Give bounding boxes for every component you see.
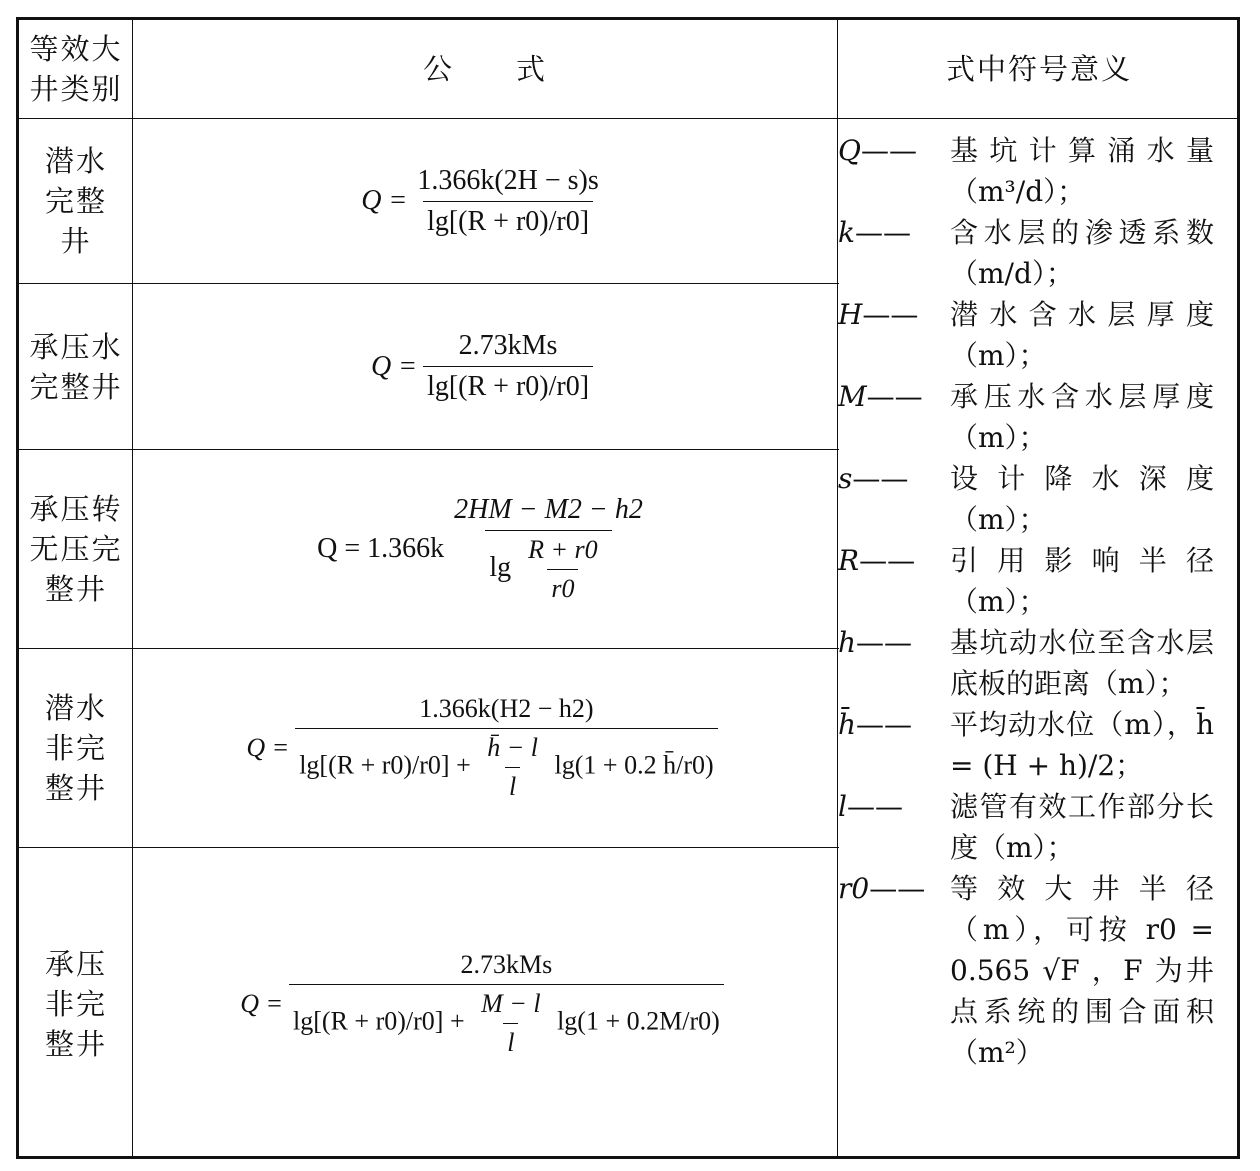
formula-inner-denominator: l [505, 767, 520, 802]
symbol-meaning: 基坑计算涌水量（m³/d）； [950, 134, 1214, 208]
formula-denominator-part: lg(1 + 0.2M/r0) [557, 1005, 720, 1035]
category-cell [23, 284, 129, 449]
formula-inner-numerator: R + r0 [528, 535, 598, 564]
symbol-name: h̄ [838, 708, 857, 741]
symbol-name: R [838, 544, 860, 577]
symbol-meaning: 承压水含水层厚度（m）； [950, 380, 1214, 454]
category-label: 潜水完整井 [44, 144, 107, 258]
symbol-meaning: 含水层的渗透系数（m/d）； [950, 216, 1214, 290]
symbol-name: s [838, 462, 853, 495]
formula-denominator [295, 728, 717, 802]
category-cell [23, 450, 129, 648]
symbol-dash: —— [860, 134, 917, 167]
symbol-name: M [838, 380, 867, 413]
header-symbols-label: 式中符号意义 [945, 52, 1132, 86]
formula-inner-denominator: r0 [547, 569, 578, 604]
symbol-dash: —— [862, 298, 919, 331]
formula-cell [133, 450, 837, 648]
formula-fraction [423, 330, 593, 403]
category-label: 承压非完整井 [44, 946, 107, 1061]
formula-fraction [450, 494, 647, 604]
symbol-row [838, 622, 1214, 704]
formula-log: lg [489, 551, 512, 583]
symbol-name: h [838, 626, 857, 659]
symbol-row [838, 376, 1214, 458]
category-label: 承压转无压完整井 [29, 492, 123, 606]
symbol-dash: —— [856, 708, 913, 741]
symbol-dash: —— [846, 790, 903, 823]
header-symbols [838, 20, 1240, 118]
symbol-dash: —— [856, 626, 913, 659]
formula-denominator: lg[(R + r0)/r0] [423, 201, 593, 238]
category-cell [23, 119, 129, 283]
symbol-dash: —— [866, 380, 923, 413]
formula-lhs: Q = 1.366k [317, 533, 445, 564]
symbol-meaning: 基坑动水位至含水层底板的距离（m）； [950, 626, 1214, 700]
symbol-row [838, 212, 1214, 294]
symbol-name: Q [838, 134, 861, 167]
symbol-row [838, 294, 1214, 376]
formula-cell [133, 284, 837, 449]
symbol-meaning: 等效大井半径（m），可按 r0 = 0.565 √F ，F 为井点系统的围合面积（m²） [950, 872, 1214, 1069]
symbol-name: H [838, 298, 863, 331]
category-label: 承压水完整井 [29, 329, 123, 404]
formula-fraction [413, 165, 602, 238]
symbol-name: l [838, 790, 847, 823]
symbol-row [838, 130, 1214, 212]
header-category [23, 20, 129, 118]
header-category-label: 等效大井类别 [29, 32, 123, 106]
symbol-row [838, 704, 1214, 786]
formula-numerator: 2HM − M2 − h2 [454, 494, 643, 525]
symbol-dash: —— [859, 544, 916, 577]
category-cell [23, 649, 129, 847]
symbol-row [838, 458, 1214, 540]
formula-denominator [289, 984, 724, 1058]
symbol-meaning: 设计降水深度（m）； [950, 462, 1214, 536]
formula-inner-fraction [483, 733, 542, 802]
formula-fraction [289, 950, 724, 1058]
symbol-row [838, 540, 1214, 622]
symbol-dash: —— [852, 462, 909, 495]
symbol-definitions [838, 130, 1214, 1073]
formula-denominator-part: lg(1 + 0.2 h̄/r0) [554, 750, 714, 780]
formula-inner-fraction [524, 535, 602, 604]
formula-cell [133, 848, 837, 1159]
formula-denominator-part: lg[(R + r0)/r0] + [299, 750, 471, 780]
symbol-row [838, 786, 1214, 868]
symbol-meaning: 平均动水位（m），h̄ = (H + h)/2； [950, 708, 1214, 782]
formula-numerator: 1.366k(H2 − h2) [419, 694, 594, 723]
formula-lhs: Q = [361, 185, 408, 216]
symbol-row [838, 868, 1214, 1073]
symbol-name: r0 [838, 872, 870, 905]
formula-denominator-part: lg[(R + r0)/r0] + [293, 1005, 465, 1035]
formula-inner-numerator: h̄ − l [487, 733, 539, 762]
formula-numerator: 2.73kMs [460, 949, 553, 979]
formula-denominator: lg[(R + r0)/r0] [423, 366, 593, 403]
formula-cell [133, 119, 837, 283]
symbol-meaning: 潜水含水层厚度（m）； [950, 298, 1214, 372]
formula-lhs: Q = [246, 733, 290, 762]
formula-denominator [485, 530, 611, 604]
formula-inner-numerator: M − l [481, 988, 541, 1018]
formula-numerator: 2.73kMs [458, 330, 558, 361]
header-formula [133, 20, 837, 118]
symbol-meaning: 引用影响半径（m）； [950, 544, 1214, 618]
formula-fraction [295, 694, 717, 802]
symbol-meaning: 滤管有效工作部分长度（m）； [950, 790, 1214, 864]
formula-lhs: Q = [370, 350, 418, 382]
formula-lhs: Q = [240, 988, 284, 1018]
symbol-dash: —— [854, 216, 911, 249]
formula-cell [133, 649, 837, 847]
formula-inner-denominator: l [503, 1023, 518, 1058]
formula-numerator: 1.366k(2H − s)s [417, 164, 599, 196]
header-formula-label: 公 式 [422, 52, 547, 86]
formula-inner-fraction [477, 989, 544, 1058]
symbol-name: k [838, 216, 855, 249]
category-cell [23, 848, 129, 1159]
category-label: 潜水非完整井 [44, 691, 107, 805]
symbol-dash: —— [869, 872, 926, 905]
